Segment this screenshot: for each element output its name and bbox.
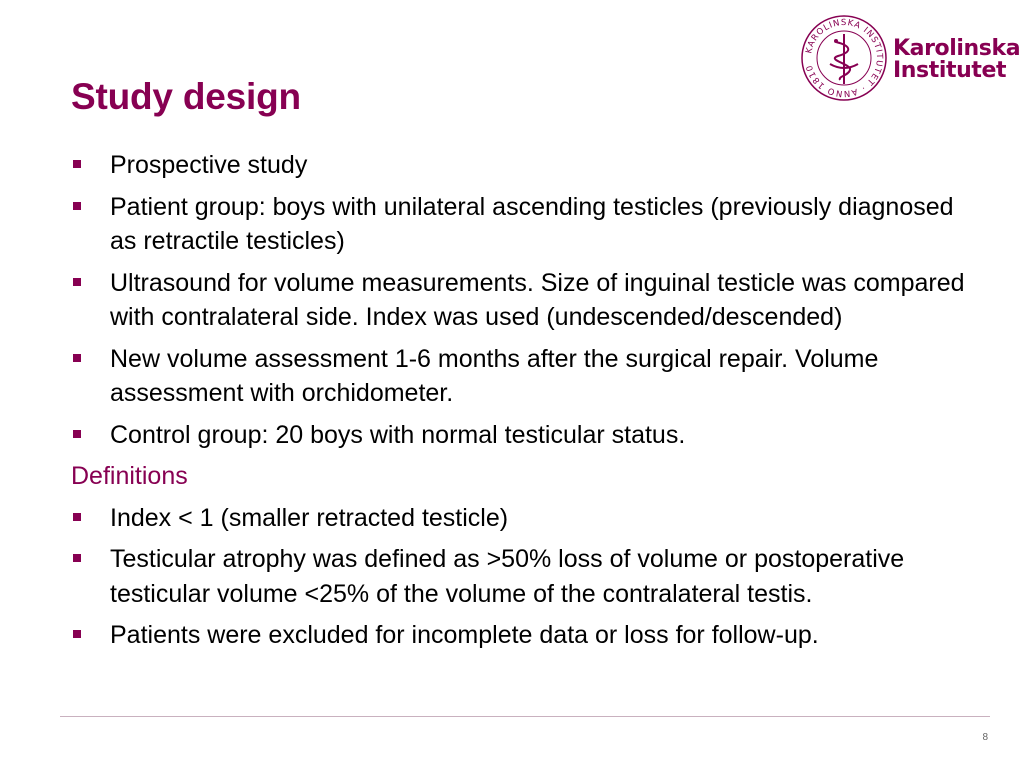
square-bullet-icon bbox=[73, 630, 81, 638]
square-bullet-icon bbox=[73, 354, 81, 362]
bullet-item bbox=[71, 342, 971, 411]
square-bullet-icon bbox=[73, 160, 81, 168]
definition-item bbox=[71, 618, 971, 653]
bullet-item bbox=[71, 418, 971, 453]
bullet-item bbox=[71, 148, 971, 183]
slide-body bbox=[71, 148, 971, 660]
bullet-text: Patient group: boys with unilateral ascending testicles (previously diagnosed as retractile testicles) bbox=[110, 192, 954, 255]
karolinska-seal-icon bbox=[800, 14, 888, 102]
bullet-text: New volume assessment 1-6 months after the surgical repair. Volume assessment with orchidometer. bbox=[110, 344, 879, 407]
square-bullet-icon bbox=[73, 513, 81, 521]
square-bullet-icon bbox=[73, 278, 81, 286]
definition-text: Testicular atrophy was defined as >50% loss of volume or postoperative testicular volume <25% of the volume of the contralateral testis. bbox=[110, 545, 905, 608]
bullet-item bbox=[71, 266, 971, 335]
square-bullet-icon bbox=[73, 554, 81, 562]
page-number: 8 bbox=[982, 732, 988, 743]
definition-item bbox=[71, 501, 971, 536]
karolinska-logo bbox=[800, 14, 1021, 106]
logo-name-line2: Institutet bbox=[893, 58, 1007, 83]
definition-item bbox=[71, 542, 971, 611]
definition-text: Index < 1 (smaller retracted testicle) bbox=[110, 503, 509, 532]
bullet-item bbox=[71, 190, 971, 259]
svg-text:KAROLINSKA INSTITUTET · ANNO 1: KAROLINSKA INSTITUTET · ANNO 1810 bbox=[804, 17, 885, 99]
bullet-text: Control group: 20 boys with normal testicular status. bbox=[110, 420, 686, 449]
square-bullet-icon bbox=[73, 202, 81, 210]
bullet-text: Prospective study bbox=[110, 151, 308, 179]
logo-name-line1: Karolinska bbox=[893, 36, 1021, 61]
square-bullet-icon bbox=[73, 430, 81, 438]
definition-text: Patients were excluded for incomplete data or loss for follow-up. bbox=[110, 621, 819, 649]
definitions-heading: Definitions bbox=[71, 462, 188, 490]
page-title: Study design bbox=[71, 76, 301, 117]
footer-divider bbox=[60, 716, 990, 717]
bullet-text: Ultrasound for volume measurements. Size of inguinal testicle was compared with contralateral side. Index was used (undescended/descended) bbox=[110, 268, 965, 331]
